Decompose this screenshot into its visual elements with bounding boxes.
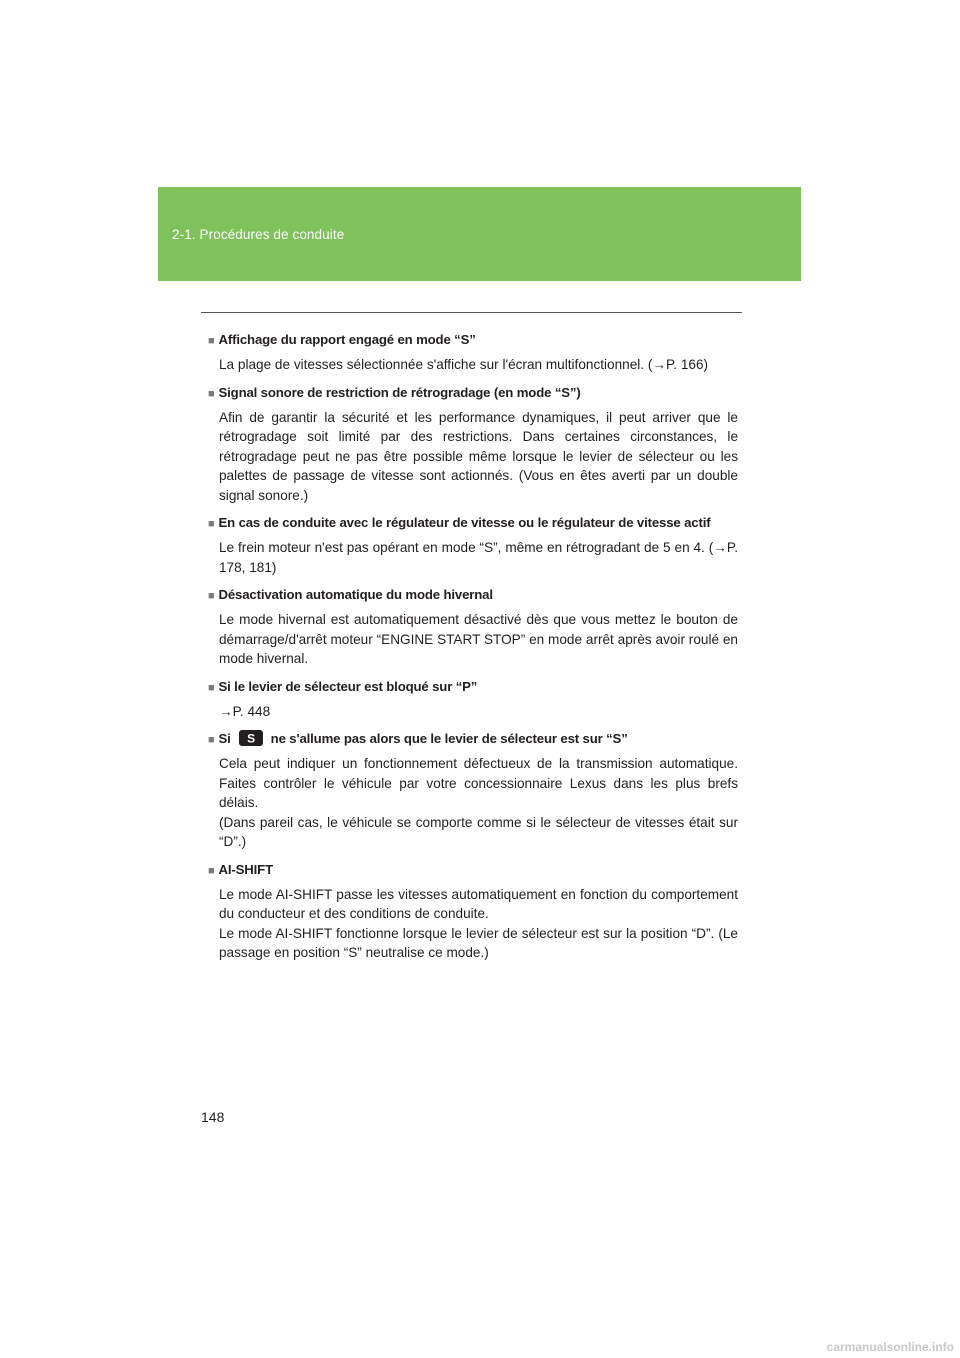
section-heading: ■ En cas de conduite avec le régulateur de vitesse ou le régulateur de vitesse actif xyxy=(208,515,711,530)
square-bullet-icon: ■ xyxy=(208,590,215,602)
svg-text:S: S xyxy=(246,731,255,746)
page-reference: →P. 448 xyxy=(219,703,271,719)
section-paragraph: (Dans pareil cas, le véhicule se comporte comme si le sélecteur de vitesses était sur “D”.) xyxy=(219,814,738,849)
section-paragraph: Afin de garantir la sécurité et les performance dynamiques, il peut arriver que le rétrogradage soit limité par des restrictions. Dans certaines circonstances, le rétrogradage peut ne pas être possible même lorsque le levier de sélecteur ou les palettes de passage de vitesse sont actionnés. (Vous en êtes averti par un double signal sonore.) xyxy=(219,409,738,503)
section-heading: ■ Signal sonore de restriction de rétrogradage (en mode “S”) xyxy=(208,384,581,400)
section-s-indicator xyxy=(208,729,738,852)
square-bullet-icon: ■ xyxy=(208,864,215,877)
section-gear-display xyxy=(208,330,738,375)
section-paragraph: Le mode AI-SHIFT passe les vitesses automatiquement en fonction du comportement du conducteur et des conditions de conduite. xyxy=(219,886,738,921)
square-bullet-icon: ■ xyxy=(208,681,215,694)
section-cruise-control xyxy=(208,513,738,577)
section-ai-shift xyxy=(208,860,738,963)
section-paragraph: Le frein moteur n'est pas opérant en mode “S”, même en rétrogradant de 5 en 4. (→P. 178, 181) xyxy=(219,540,738,575)
square-bullet-icon: ■ xyxy=(208,734,215,746)
page-number: 148 xyxy=(201,1109,225,1125)
s-indicator-icon xyxy=(239,730,263,746)
section-heading: ■ Si le levier de sélecteur est bloqué sur “P” xyxy=(208,678,478,694)
section-paragraph: La plage de vitesses sélectionnée s'affiche sur l'écran multifonctionnel. (→P. 166) xyxy=(219,357,709,372)
section-downshift-signal xyxy=(208,383,738,506)
content xyxy=(208,330,738,963)
section-lever-locked xyxy=(208,677,738,722)
section-divider xyxy=(201,312,742,313)
section-heading: ■ Affichage du rapport engagé en mode “S” xyxy=(208,332,476,347)
square-bullet-icon: ■ xyxy=(208,387,215,400)
section-heading: ■ AI-SHIFT xyxy=(208,861,273,877)
section-paragraph: Cela peut indiquer un fonctionnement défectueux de la transmission automatique. Faites contrôler le véhicule par votre concessionnaire Lexus dans les plus brefs délais. xyxy=(219,756,738,810)
square-bullet-icon: ■ xyxy=(208,335,215,347)
chapter-title: 2-1. Procédures de conduite xyxy=(172,227,345,242)
footer-watermark: carmanualsonline.info xyxy=(826,1340,954,1354)
section-winter-mode xyxy=(208,585,738,669)
header-band xyxy=(158,187,801,281)
section-paragraph: Le mode hivernal est automatiquement désactivé dès que vous mettez le bouton de démarrage/d'arrêt moteur “ENGINE START STOP” en mode arrêt après avoir roulé en mode hivernal. xyxy=(219,612,738,666)
section-paragraph: Le mode AI-SHIFT fonctionne lorsque le levier de sélecteur est sur la position “D”. (Le passage en position “S” neutralise ce mode.) xyxy=(219,925,738,960)
square-bullet-icon: ■ xyxy=(208,518,215,530)
section-heading: ■ Si S ne s'allume pas alors que le levier de sélecteur est sur “S” xyxy=(208,731,628,746)
section-heading: ■ Désactivation automatique du mode hivernal xyxy=(208,587,493,602)
